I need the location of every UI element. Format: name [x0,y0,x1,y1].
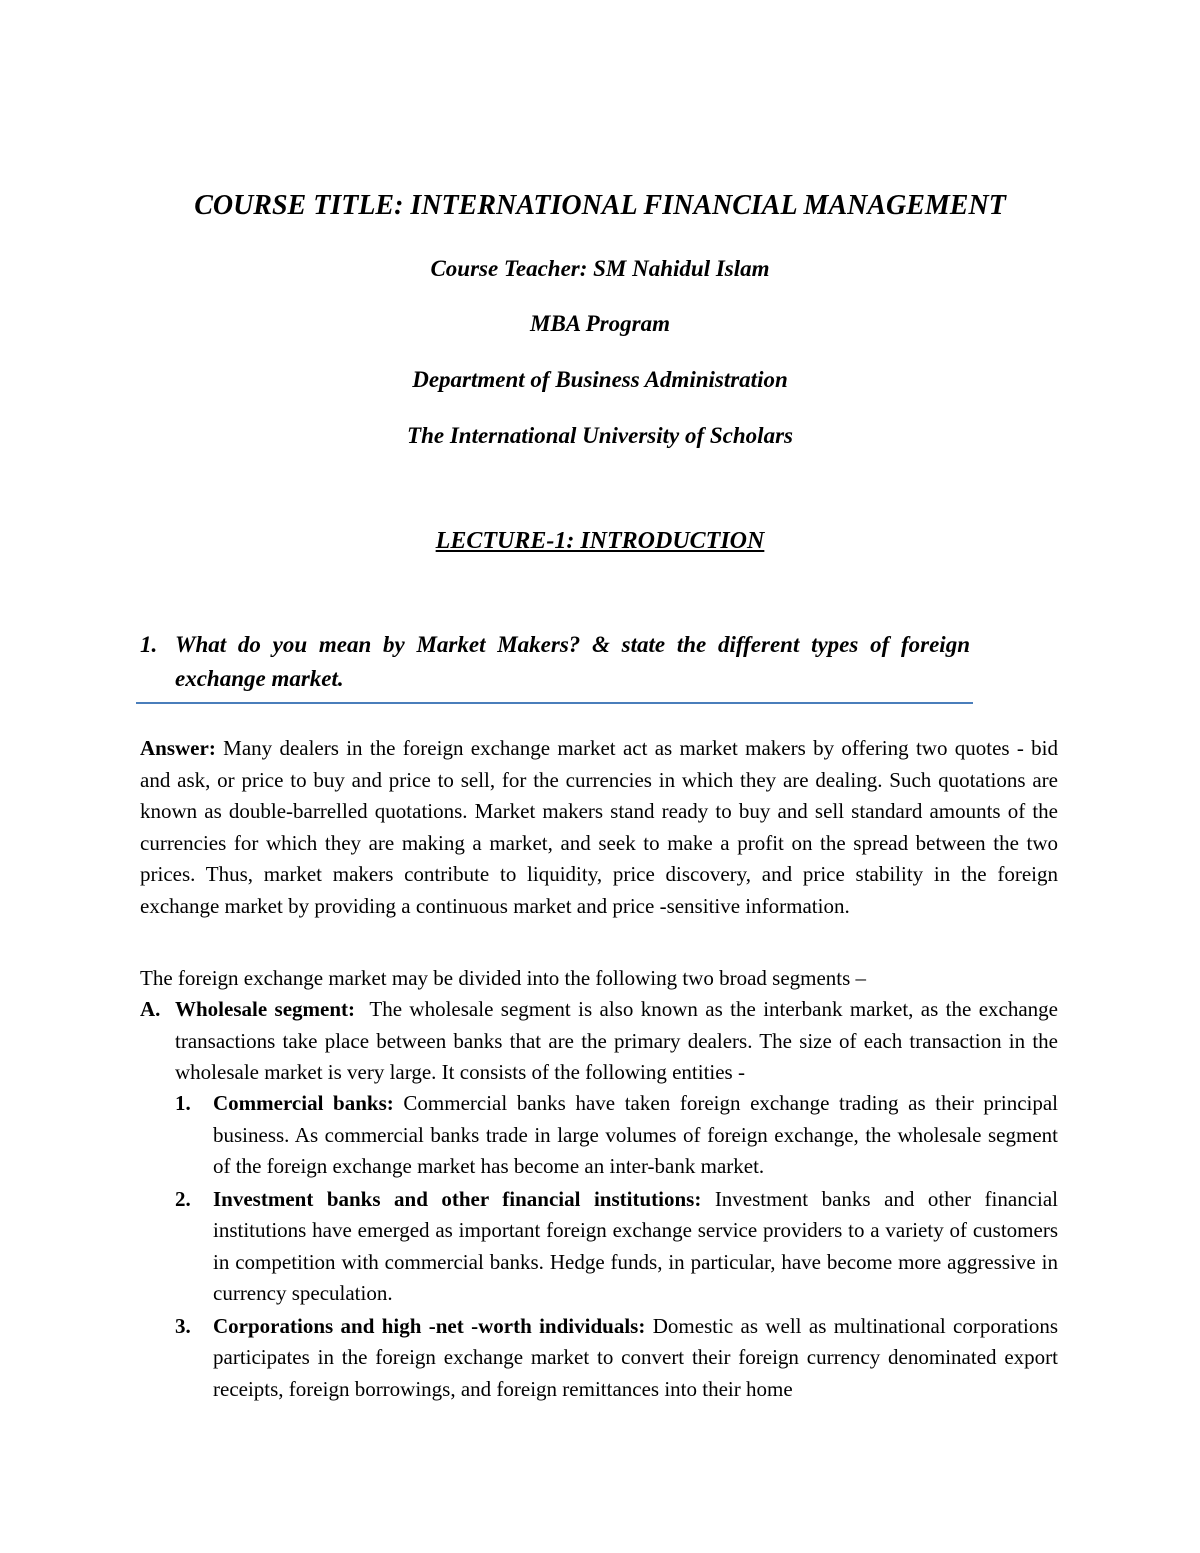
segment-a [140,994,1058,1089]
question-number: 1. [140,632,158,657]
segment-a-title: Wholesale segment: [175,997,356,1021]
list-item [175,1184,1059,1310]
entity-title: Corporations and high -net -worth individuals: [213,1313,646,1338]
course-title: COURSE TITLE: INTERNATIONAL FINANCIAL MANAGEMENT [194,190,1006,221]
answer-text: Many dealers in the foreign exchange market act as market makers by offering two quotes - bid and ask, or price to buy and price to sell, for the currencies in which they are dealing. Such quotations are known as double-barrelled quotations. Market makers stand ready to buy and sell standard amounts of the currencies for which they are making a market, and seek to make a profit on the spread between the two prices. Thus, market makers contribute to liquidity, price discovery, and price stability in the foreign exchange market by providing a continuous market and price -sensitive information. [140,736,1059,918]
entity-number: 3. [175,1313,191,1338]
question-text: What do you mean by Market Makers? & state the different types of foreign exchange market. [175,632,970,691]
entity-text: Commercial banks have taken foreign exchange trading as their principal business. As commercial banks trade in large volumes of foreign exchange, the wholesale segment of the foreign exchange market has become an inter-bank market. [213,1091,1059,1178]
university-name: The International University of Scholars [407,423,793,448]
list-item [175,1088,1059,1183]
entity-list [140,1088,1058,1405]
program-name: MBA Program [530,311,670,336]
course-teacher: Course Teacher: SM Nahidul Islam [430,256,770,281]
question-divider [136,702,973,704]
lecture-title: LECTURE-1: INTRODUCTION [435,528,765,554]
entity-title: Investment banks and other financial institutions: [213,1186,702,1211]
question-heading [140,628,970,696]
entity-text: Domestic as well as multinational corporations participates in the foreign exchange market to convert their foreign currency denominated export receipts, foreign borrowings, and foreign remittances into their home [213,1313,1059,1401]
entity-number: 1. [175,1091,191,1115]
entity-title: Commercial banks: [213,1091,394,1115]
entity-text: Investment banks and other financial institutions have emerged as important foreign exchange service providers to a variety of customers in competition with commercial banks. Hedge funds, in particular, have become more aggressive in currency speculation. [213,1186,1059,1305]
department-name: Department of Business Administration [412,367,788,392]
entity-number: 2. [175,1186,191,1211]
segment-a-letter: A. [140,997,161,1021]
segment-a-body [175,994,1058,1089]
answer-paragraph [140,733,1058,922]
list-item [175,1311,1059,1406]
segment-a-text: The wholesale segment is also known as the interbank market, as the exchange transactions take place between banks that are the primary dealers. The size of each transaction in the wholesale market is very large. It consists of the following entities - [175,997,1058,1084]
answer-label: Answer: [140,736,216,760]
segments-intro: The foreign exchange market may be divided into the following two broad segments – [140,966,867,990]
